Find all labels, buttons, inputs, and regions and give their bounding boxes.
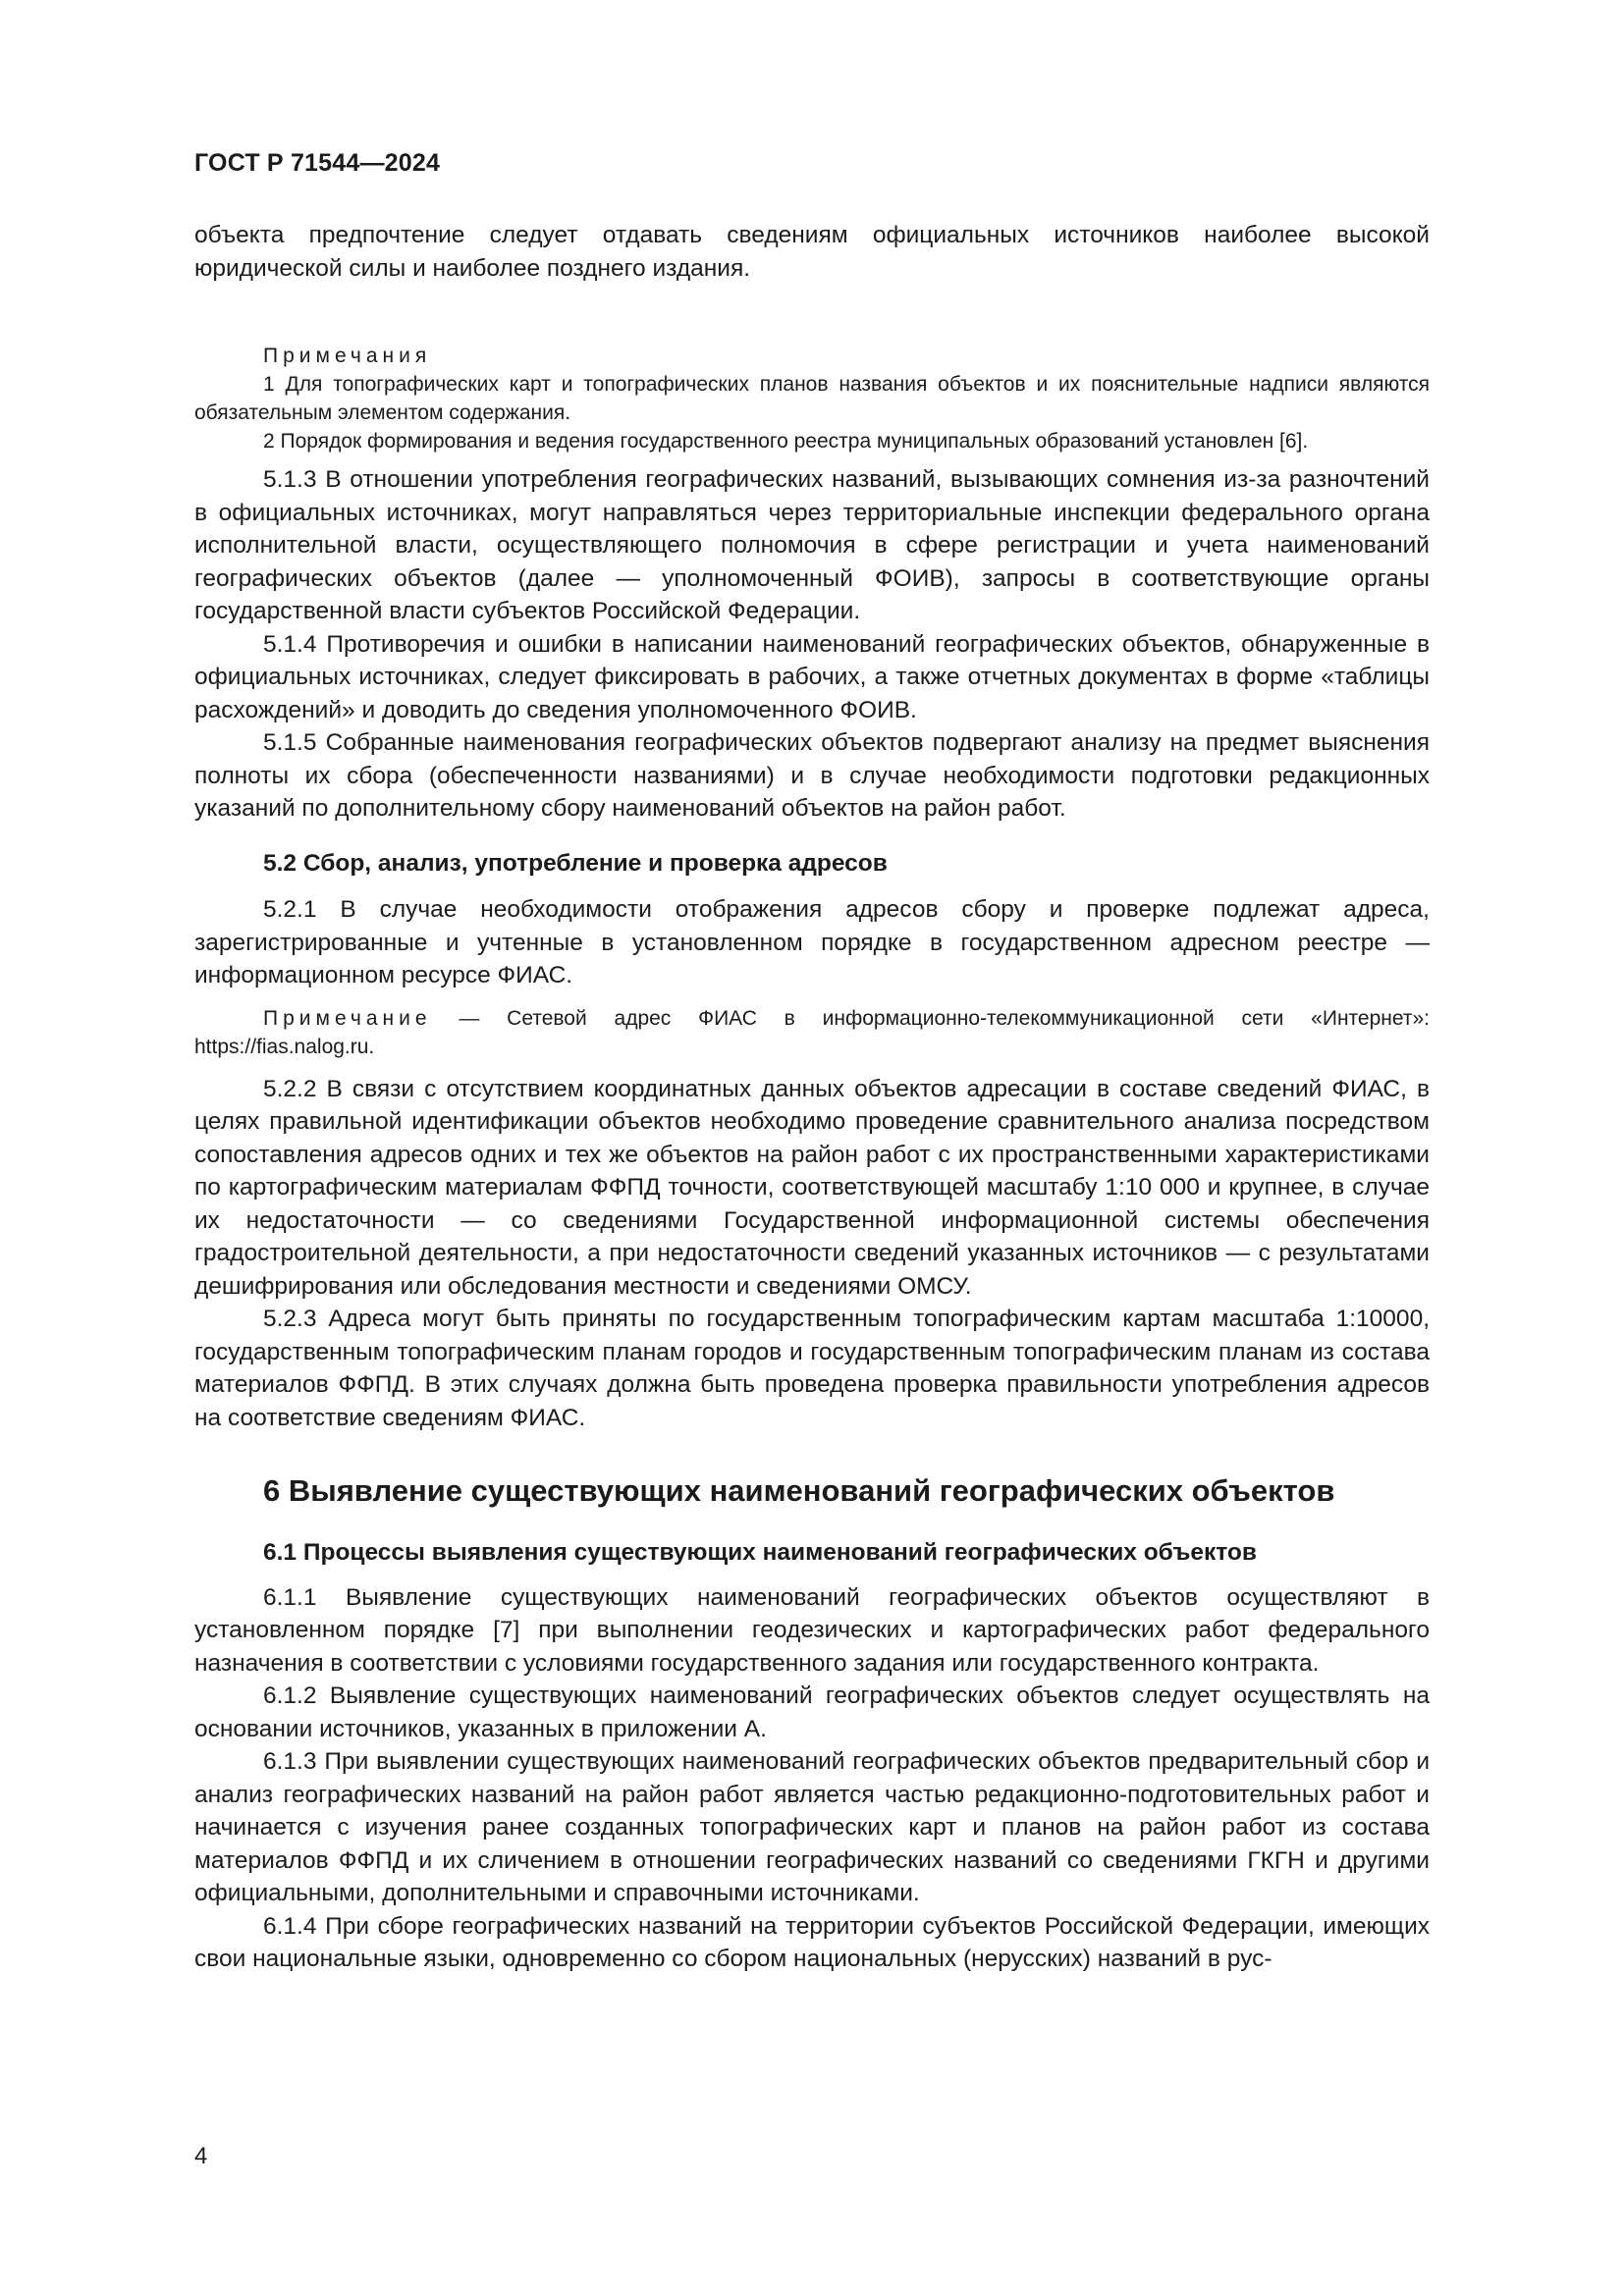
paragraph-5-2-2: 5.2.2 В связи с отсутствием координатных данных объектов адресации в составе сведений ФИАС, в целях правильной идентификации объектов необходимо проведение сравнительного анализа посредством сопоставления адресов одних и тех же объектов на район работ с их пространственными характеристиками по картографическим материалам ФФПД точности, соответствующей масштабу 1:10 000 и крупнее, в случае их недостаточности — со сведениями Государственной информационной системы обеспечения градостроительной деятельности, а при недостаточности сведений указанных источников — с результатами дешифрирования или обследования местности и сведениями ОМСУ. xyxy=(194,1075,1430,1300)
paragraph-6-1-3: 6.1.3 При выявлении существующих наименований географических объектов предварительный сбор и анализ географических названий на район работ является частью редакционно-подготовительных работ и начинается с изучения ранее созданных топографических карт и планов на район работ из состава материалов ФФПД и их сличением в отношении географических названий со сведениями ГКГН и другими официальными, дополнительными и справочными источниками. xyxy=(194,1748,1430,1906)
paragraph-5-1-3: 5.1.3 В отношении употребления географических названий, вызывающих сомнения из-за разночтений в официальных источниках, могут направляться через территориальные инспекции федерального органа исполнительной власти, осуществляющего полномочия в сфере регистрации и учета наименований географических объектов (далее — уполномоченный ФОИВ), запросы в соответствующие органы государственной власти субъектов Российской Федерации. xyxy=(194,466,1430,624)
paragraph-6-1-4: 6.1.4 При сборе географических названий на территории субъектов Российской Федерации, имеющих свои национальные языки, одновременно со сбором национальных (нерусских) названий в рус- xyxy=(194,1912,1430,1972)
section-heading-6-1: 6.1 Процессы выявления существующих наименований географических объектов xyxy=(263,1539,1257,1566)
paragraph-5-2-1: 5.2.1 В случае необходимости отображения адресов сбору и проверке подлежат адреса, зарегистрированные и учтенные в установленном порядке в государственном адресном реестре — информационном ресурсе ФИАС. xyxy=(194,896,1430,988)
document-header: ГОСТ Р 71544—2024 xyxy=(194,149,441,177)
note-item-1: 1 Для топографических карт и топографических планов названия объектов и их пояснительные надписи являются обязательным элементом содержания. xyxy=(194,373,1430,424)
notes-block xyxy=(194,342,1430,455)
paragraph-5-1-4: 5.1.4 Противоречия и ошибки в написании наименований географических объектов, обнаруженные в официальных источниках, следует фиксировать в рабочих, а также отчетных документах в форме «таблицы расхождений» и доводить до сведения уполномоченного ФОИВ. xyxy=(194,630,1430,723)
paragraph-continuation: объекта предпочтение следует отдавать сведениям официальных источников наиболее высокой юридической силы и наиболее позднего издания. xyxy=(194,222,1430,282)
notes-title: Примечания xyxy=(263,345,432,367)
page-number: 4 xyxy=(194,2143,208,2169)
paragraph-6-1-2: 6.1.2 Выявление существующих наименований географических объектов следует осуществлять на основании источников, указанных в приложении А. xyxy=(194,1682,1430,1742)
paragraph-6-1-1: 6.1.1 Выявление существующих наименований географических объектов осуществляют в установленном порядке [7] при выполнении геодезических и картографических работ федерального назначения в соответствии с условиями государственного задания или государственного контракта. xyxy=(194,1583,1430,1677)
paragraph-5-2-3: 5.2.3 Адреса могут быть приняты по государственным топографическим картам масштаба 1:10000, государственным топографическим планам городов и государственным топографическим планам из состава материалов ФФПД. В этих случаях должна быть проведена проверка правильности употребления адресов на соответствие сведениям ФИАС. xyxy=(194,1306,1430,1431)
note-item-2: 2 Порядок формирования и ведения государственного реестра муниципальных образований установлен [6]. xyxy=(263,430,1309,453)
note-text: — Сетевой адрес ФИАС в информационно-телекоммуникационной сети «Интернет»: https://fias.nalog.ru. xyxy=(194,1006,1430,1058)
paragraph-5-1-5: 5.1.5 Собранные наименования географических объектов подвергают анализу на предмет выяснения полноты их сбора (обеспеченности названиями) и в случае необходимости подготовки редакционных указаний по дополнительному сбору наименований объектов на район работ. xyxy=(194,729,1430,822)
section-heading-6: 6 Выявление существующих наименований географических объектов xyxy=(263,1473,1335,1508)
section-heading-5-2: 5.2 Сбор, анализ, употребление и проверка адресов xyxy=(263,849,888,877)
note-fias xyxy=(194,1004,1430,1061)
page-content xyxy=(194,219,1430,1976)
note-label: Примечание xyxy=(263,1006,432,1030)
document-page xyxy=(194,0,1430,2296)
